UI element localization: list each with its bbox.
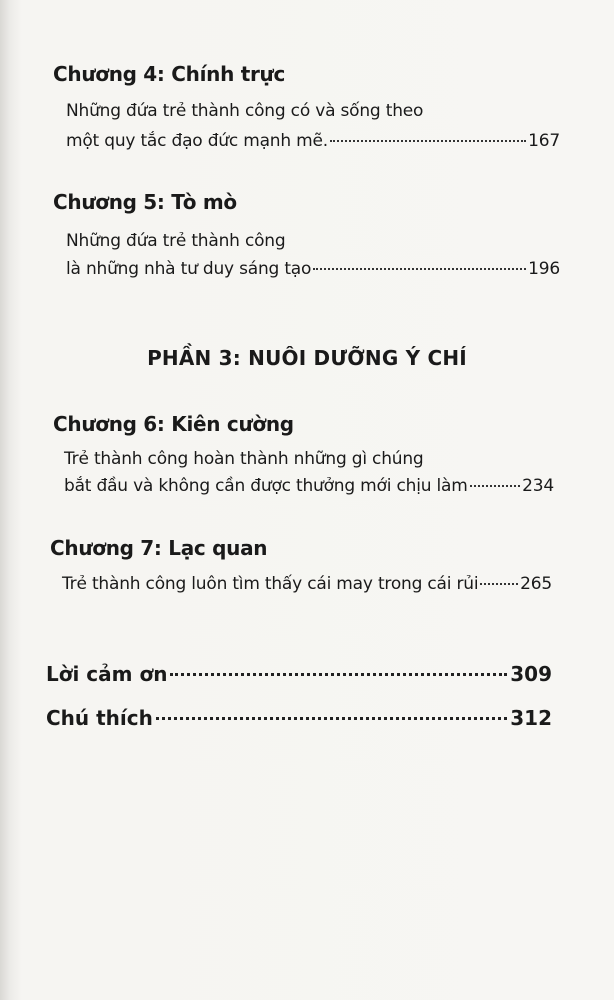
chapter-6-subtitle-line1: Trẻ thành công hoàn thành những gì chúng [64,449,424,469]
dot-leader [330,140,526,142]
acknowledgements-page: 309 [510,662,552,686]
notes-entry[interactable] [46,706,552,730]
part-3-title: PHẦN 3: NUÔI DƯỠNG Ý CHÍ [147,346,467,370]
dot-leader [170,673,507,676]
chapter-4-page: 167 [528,131,560,151]
chapter-4-subtitle-line2: một quy tắc đạo đức mạnh mẽ. [66,131,328,151]
chapter-5-title: Chương 5: Tò mò [53,190,237,214]
acknowledgements-entry[interactable] [46,662,552,686]
chapter-6-page: 234 [522,476,554,496]
chapter-4-entry[interactable] [66,131,560,151]
chapter-7-page: 265 [520,574,552,594]
notes-page: 312 [510,706,552,730]
chapter-6-entry[interactable] [64,476,554,496]
chapter-4-subtitle-line1: Những đứa trẻ thành công có và sống theo [66,101,424,121]
chapter-5-entry[interactable] [66,259,560,279]
notes-title: Chú thích [46,706,153,730]
chapter-4-title: Chương 4: Chính trực [53,62,286,86]
dot-leader [313,268,526,270]
chapter-7-entry[interactable] [62,574,552,594]
chapter-7-subtitle: Trẻ thành công luôn tìm thấy cái may trong cái rủi [62,574,479,594]
chapter-7-title: Chương 7: Lạc quan [50,536,268,560]
dot-leader [470,485,521,487]
dot-leader [156,717,507,720]
dot-leader [480,583,518,585]
chapter-5-subtitle-line2: là những nhà tư duy sáng tạo [66,259,312,279]
chapter-5-page: 196 [528,259,560,279]
chapter-5-subtitle-line1: Những đứa trẻ thành công [66,231,286,251]
chapter-6-subtitle-line2: bắt đầu và không cần được thưởng mới chịu làm [64,476,468,496]
acknowledgements-title: Lời cảm ơn [46,662,168,686]
chapter-6-title: Chương 6: Kiên cường [53,412,294,436]
